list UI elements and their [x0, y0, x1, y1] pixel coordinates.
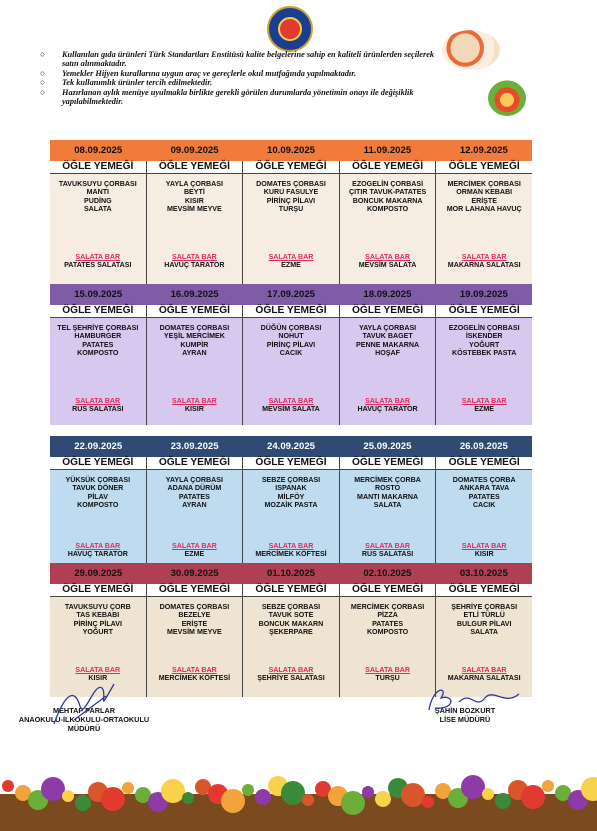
- meal-item: MERCİMEK ÇORBA: [354, 476, 421, 484]
- meal-item: CACIK: [472, 500, 496, 509]
- meal-header: ÖĞLE YEMEĞİ: [243, 161, 339, 174]
- day-menu: [243, 457, 340, 575]
- salad-bar: [243, 542, 339, 559]
- week-menu-body: [50, 161, 532, 288]
- salad-bar-label: SALATA BAR: [268, 666, 314, 674]
- day-menu: [340, 305, 437, 425]
- meal-item: DÜĞÜN ÇORBASI: [260, 324, 322, 332]
- meal-header: ÖĞLE YEMEĞİ: [340, 161, 436, 174]
- day-menu: [243, 584, 340, 697]
- meal-header: ÖĞLE YEMEĞİ: [147, 161, 243, 174]
- meal-items: [50, 174, 146, 213]
- meal-items: [243, 174, 339, 213]
- note-item: ○ Tek kullanımlık ürünler tercih edilmektedir.: [40, 78, 213, 88]
- salad-bar-item: PATATES SALATASI: [64, 261, 132, 270]
- signature-scribble: [44, 676, 134, 728]
- day-date: 01.10.2025: [267, 568, 316, 579]
- salad-bar-label: SALATA BAR: [365, 542, 410, 550]
- meal-item: ÇITIR TAVUK-PATATES: [348, 188, 427, 197]
- meal-item: PATATES: [468, 492, 500, 501]
- salad-bar-item: MERCİMEK KÖFTESİ: [255, 550, 327, 559]
- meal-header: ÖĞLE YEMEĞİ: [436, 161, 532, 174]
- meal-item: ERİŞTE: [471, 196, 497, 205]
- meal-item: YAYLA ÇORBASI: [165, 180, 223, 188]
- note-item: ○ Kullanılan gıda ürünleri Türk Standartları Enstitüsü kalite belgelerine sahip en kaliteli ürünlerden seçilerek satın alınmaktadır.: [40, 50, 435, 69]
- salad-bar-item: KISIR: [184, 405, 204, 414]
- meal-item: TURŞU: [278, 204, 304, 213]
- meal-item: YOĞURT: [82, 627, 113, 636]
- salad-bar-item: RUS SALATASI: [72, 405, 124, 414]
- meal-item: ORMAN KEBABI: [456, 188, 513, 197]
- meal-header: ÖĞLE YEMEĞİ: [243, 457, 339, 470]
- meal-item: ADANA DÜRÜM: [167, 484, 222, 493]
- meal-item: ŞEHRİYE ÇORBASI: [451, 603, 518, 611]
- meal-item: HOŞAF: [375, 348, 400, 357]
- meal-header: ÖĞLE YEMEĞİ: [50, 457, 146, 470]
- day-menu: [147, 584, 244, 697]
- meal-item: MEVSİM MEYVE: [166, 627, 222, 636]
- meal-item: TAVUK BAGET: [362, 332, 413, 341]
- meal-item: TAVUKSUYU ÇORBASI: [58, 180, 137, 188]
- salad-bar: [147, 397, 243, 414]
- meal-item: YOĞURT: [468, 340, 500, 349]
- food-plate-image: [442, 30, 500, 70]
- day-date: 26.09.2025: [459, 441, 508, 452]
- day-date: 10.09.2025: [267, 145, 316, 156]
- menu-week: [50, 436, 532, 575]
- salad-bar-label: SALATA BAR: [268, 253, 314, 261]
- salad-bar-label: SALATA BAR: [171, 542, 217, 550]
- meal-item: EZOGELİN ÇORBASI: [352, 180, 424, 188]
- week-menu-body: [50, 457, 532, 575]
- day-menu: [147, 305, 244, 425]
- salad-bar-label: SALATA BAR: [171, 253, 217, 261]
- meal-item: PİZZA: [377, 611, 398, 620]
- day-menu: [50, 305, 147, 425]
- day-date: 29.09.2025: [74, 568, 123, 579]
- meal-item: BEZELYE: [178, 611, 211, 620]
- day-menu: [340, 457, 437, 575]
- salad-bar: [340, 542, 436, 559]
- salad-bar-item: KISIR: [474, 550, 494, 559]
- meal-item: ETLİ TÜRLÜ: [463, 611, 505, 620]
- meal-header: ÖĞLE YEMEĞİ: [340, 584, 436, 597]
- meal-item: ANKARA TAVA: [459, 484, 510, 493]
- meal-item: MİLFÖY: [277, 492, 305, 501]
- meal-item: DOMATES ÇORBASI: [159, 324, 230, 332]
- day-menu: [436, 457, 532, 575]
- meal-item: MOZAİK PASTA: [264, 500, 318, 509]
- meal-item: PENNE MAKARNA: [356, 340, 420, 349]
- meal-item: EZOGELİN ÇORBASI: [448, 324, 520, 332]
- salad-bar: [436, 253, 532, 270]
- meal-item: KURU FASULYE: [263, 188, 319, 197]
- meal-item: İSKENDER: [465, 332, 503, 341]
- salad-bar-label: SALATA BAR: [365, 666, 410, 674]
- day-date: 02.10.2025: [363, 568, 412, 579]
- day-date: 17.09.2025: [267, 289, 316, 300]
- salad-bar-label: SALATA BAR: [75, 542, 121, 550]
- meal-items: [340, 597, 436, 636]
- salad-bar: [436, 397, 532, 414]
- meal-item: MANTI: [86, 188, 110, 197]
- meal-item: SEBZE ÇORBASI: [261, 476, 321, 484]
- salad-bar: [243, 253, 339, 270]
- meal-item: PİRİNÇ PİLAVI: [266, 196, 316, 205]
- day-date: 03.10.2025: [459, 568, 508, 579]
- salad-bar-item: ŞEHRİYE SALATASI: [257, 674, 325, 683]
- day-menu: [50, 457, 147, 575]
- day-date: 12.09.2025: [459, 145, 508, 156]
- meal-item: YEŞİL MERCİMEK: [163, 332, 225, 341]
- meal-items: [340, 174, 436, 213]
- meal-item: AYRAN: [182, 500, 207, 509]
- meal-header: ÖĞLE YEMEĞİ: [243, 305, 339, 318]
- meal-item: BONCUK MAKARN: [258, 619, 324, 628]
- day-date: 19.09.2025: [459, 289, 508, 300]
- meal-header: ÖĞLE YEMEĞİ: [436, 305, 532, 318]
- salad-bar-label: SALATA BAR: [461, 542, 507, 550]
- meal-item: HAMBURGER: [74, 332, 122, 341]
- day-menu: [436, 161, 532, 288]
- meal-header: ÖĞLE YEMEĞİ: [340, 457, 436, 470]
- salad-bar-item: HAVUÇ TARATOR: [357, 405, 418, 414]
- meal-item: TAVUKSUYU ÇORB: [64, 603, 131, 611]
- meal-item: NOHUT: [278, 332, 304, 341]
- meal-header: ÖĞLE YEMEĞİ: [243, 584, 339, 597]
- salad-bar: [50, 397, 146, 414]
- meal-item: MEVSİM MEYVE: [166, 204, 222, 213]
- meal-item: YÜKSÜK ÇORBASI: [65, 476, 131, 484]
- day-date: 23.09.2025: [170, 441, 219, 452]
- meal-items: [243, 470, 339, 509]
- salad-bar-item: HAVUÇ TARATOR: [67, 550, 128, 559]
- week-dates-row: [50, 563, 532, 584]
- day-date: 22.09.2025: [74, 441, 123, 452]
- day-date: 11.09.2025: [363, 145, 412, 156]
- meal-item: PİRİNÇ PİLAVI: [266, 340, 316, 349]
- salad-bar: [243, 397, 339, 414]
- day-date: 08.09.2025: [74, 145, 123, 156]
- day-date: 18.09.2025: [363, 289, 412, 300]
- salad-bar-label: SALATA BAR: [268, 397, 314, 405]
- meal-items: [50, 597, 146, 636]
- vegetable-border-image: [0, 764, 597, 831]
- meal-items: [50, 318, 146, 357]
- salad-bar-item: RUS SALATASI: [361, 550, 414, 559]
- day-date: 24.09.2025: [267, 441, 316, 452]
- meal-item: KISIR: [184, 196, 204, 205]
- meal-items: [340, 470, 436, 509]
- meal-item: KÖSTEBEK PASTA: [451, 348, 517, 357]
- day-menu: [243, 305, 340, 425]
- meal-item: KUMPİR: [180, 340, 209, 349]
- meal-header: ÖĞLE YEMEĞİ: [147, 584, 243, 597]
- week-dates-row: [50, 140, 532, 161]
- meal-item: DOMATES ÇORBA: [452, 476, 516, 484]
- day-menu: [50, 161, 147, 288]
- meal-item: YAYLA ÇORBASI: [165, 476, 223, 484]
- meal-items: [243, 597, 339, 636]
- salad-bar-label: SALATA BAR: [171, 666, 217, 674]
- meal-item: MANTI MAKARNA: [357, 492, 419, 501]
- vegetable-bowl-image: [488, 80, 526, 116]
- meal-item: TAVUK DÖNER: [72, 484, 124, 493]
- salad-bar-label: SALATA BAR: [75, 253, 121, 261]
- meal-item: SEBZE ÇORBASI: [261, 603, 321, 611]
- meal-item: KOMPOSTO: [366, 627, 409, 636]
- signature-scribble: [415, 680, 525, 720]
- salad-bar-item: MAKARNA SALATASI: [447, 674, 521, 683]
- meal-items: [147, 174, 243, 213]
- meal-item: KOMPOSTO: [366, 204, 409, 213]
- salad-bar-label: SALATA BAR: [365, 397, 410, 405]
- day-menu: [147, 161, 244, 288]
- meal-items: [436, 470, 532, 509]
- day-menu: [243, 161, 340, 288]
- meal-item: TAS KEBABI: [76, 611, 120, 620]
- meal-item: CACIK: [279, 348, 303, 357]
- meal-items: [436, 597, 532, 636]
- salad-bar-item: HAVUÇ TARATOR: [164, 261, 225, 270]
- salad-bar-label: SALATA BAR: [365, 253, 410, 261]
- meal-header: ÖĞLE YEMEĞİ: [50, 584, 146, 597]
- salad-bar-item: EZME: [474, 405, 495, 414]
- salad-bar-item: EZME: [184, 550, 205, 559]
- meal-item: DOMATES ÇORBASI: [256, 180, 326, 188]
- meal-item: TEL ŞEHRİYE ÇORBASI: [57, 324, 139, 332]
- meal-item: BEYTİ: [183, 188, 205, 197]
- note-item: ○ Hazırlanan aylık menüye uyulmakla birlikte gerekli görülen durumlarda yönetimin onayı ile değişiklik yapılabilmektedir.: [40, 87, 414, 107]
- day-date: 16.09.2025: [170, 289, 219, 300]
- day-menu: [436, 305, 532, 425]
- salad-bar: [50, 253, 146, 270]
- meal-item: PİLAV: [87, 492, 108, 501]
- salad-bar: [340, 397, 436, 414]
- meal-item: SALATA: [373, 500, 402, 509]
- meal-item: MERCİMEK ÇORBASI: [350, 603, 425, 611]
- meal-items: [436, 174, 532, 213]
- meal-item: AYRAN: [182, 348, 207, 357]
- day-date: 30.09.2025: [170, 568, 219, 579]
- meal-items: [243, 318, 339, 357]
- meal-item: TAVUK SOTE: [268, 611, 314, 620]
- meal-item: SALATA: [470, 627, 499, 636]
- salad-bar-item: MAKARNA SALATASI: [447, 261, 521, 270]
- salad-bar: [50, 542, 146, 559]
- day-date: 09.09.2025: [170, 145, 219, 156]
- salad-bar: [147, 666, 243, 683]
- notes-list: [40, 50, 440, 106]
- menu-week: [50, 284, 532, 425]
- meal-item: KOMPOSTO: [77, 500, 119, 509]
- salad-bar: [340, 253, 436, 270]
- meal-header: ÖĞLE YEMEĞİ: [436, 584, 532, 597]
- salad-bar: [147, 542, 243, 559]
- right-signature: ŞAHİN BOZKURT LİSE MÜDÜRÜ: [410, 706, 520, 724]
- meal-item: BONCUK MAKARNA: [352, 196, 423, 205]
- meal-header: ÖĞLE YEMEĞİ: [340, 305, 436, 318]
- salad-bar-item: EZME: [281, 261, 301, 270]
- salad-bar-item: KISIR: [88, 674, 108, 683]
- meal-header: ÖĞLE YEMEĞİ: [436, 457, 532, 470]
- meal-item: DOMATES ÇORBASI: [159, 603, 230, 611]
- school-logo: [267, 6, 313, 52]
- salad-bar-label: SALATA BAR: [75, 397, 121, 405]
- meal-items: [147, 470, 243, 509]
- week-dates-row: [50, 436, 532, 457]
- note-item: ○ Yemekler Hijyen kurallarına uygun araç ve gereçlerle okul mutfağında yapılmaktadır.: [40, 68, 357, 78]
- meal-item: YAYLA ÇORBASI: [358, 324, 417, 332]
- salad-bar: [436, 542, 532, 559]
- meal-item: PATATES: [82, 340, 114, 349]
- meal-item: BULGUR PİLAVI: [456, 619, 512, 628]
- salad-bar-item: MERCİMEK KÖFTESİ: [158, 674, 231, 683]
- salad-bar-item: MEVSİM SALATA: [262, 405, 320, 414]
- salad-bar-item: TURŞU: [375, 674, 400, 683]
- meal-item: MOR LAHANA HAVUÇ: [446, 204, 522, 213]
- meal-item: ROSTO: [375, 484, 401, 493]
- salad-bar-label: SALATA BAR: [75, 666, 121, 674]
- day-menu: [147, 457, 244, 575]
- meal-item: MERCİMEK ÇORBASI: [447, 180, 521, 188]
- meal-header: ÖĞLE YEMEĞİ: [50, 161, 146, 174]
- salad-bar-label: SALATA BAR: [461, 397, 507, 405]
- meal-items: [436, 318, 532, 357]
- week-menu-body: [50, 305, 532, 425]
- salad-bar-item: MEVSİM SALATA: [358, 261, 417, 270]
- meal-item: KOMPOSTO: [77, 348, 119, 357]
- day-date: 25.09.2025: [363, 441, 412, 452]
- salad-bar-label: SALATA BAR: [461, 253, 507, 261]
- meal-header: ÖĞLE YEMEĞİ: [147, 457, 243, 470]
- meal-item: ISPANAK: [275, 484, 307, 493]
- day-date: 15.09.2025: [74, 289, 123, 300]
- left-signature: MEHTAP PARLAR ANAOKULU-İLKOKULU-ORTAOKULU MÜDÜRÜ: [4, 706, 164, 733]
- meal-item: SALATA: [83, 204, 112, 213]
- meal-item: PİRİNÇ PİLAVI: [73, 619, 122, 628]
- meal-header: ÖĞLE YEMEĞİ: [50, 305, 146, 318]
- meal-item: ŞEKERPARE: [269, 627, 313, 636]
- meal-items: [50, 470, 146, 509]
- salad-bar: [243, 666, 339, 683]
- meal-items: [147, 318, 243, 357]
- meal-item: PUDİNG: [84, 196, 112, 205]
- salad-bar-label: SALATA BAR: [268, 542, 314, 550]
- meal-item: PATATES: [178, 492, 210, 501]
- meal-items: [147, 597, 243, 636]
- week-dates-row: [50, 284, 532, 305]
- day-menu: [340, 161, 437, 288]
- meal-item: PATATES: [372, 619, 404, 628]
- salad-bar-label: SALATA BAR: [461, 666, 507, 674]
- salad-bar-label: SALATA BAR: [171, 397, 217, 405]
- menu-week: [50, 140, 532, 288]
- meal-items: [340, 318, 436, 357]
- salad-bar: [147, 253, 243, 270]
- meal-header: ÖĞLE YEMEĞİ: [147, 305, 243, 318]
- meal-item: ERİŞTE: [181, 619, 208, 628]
